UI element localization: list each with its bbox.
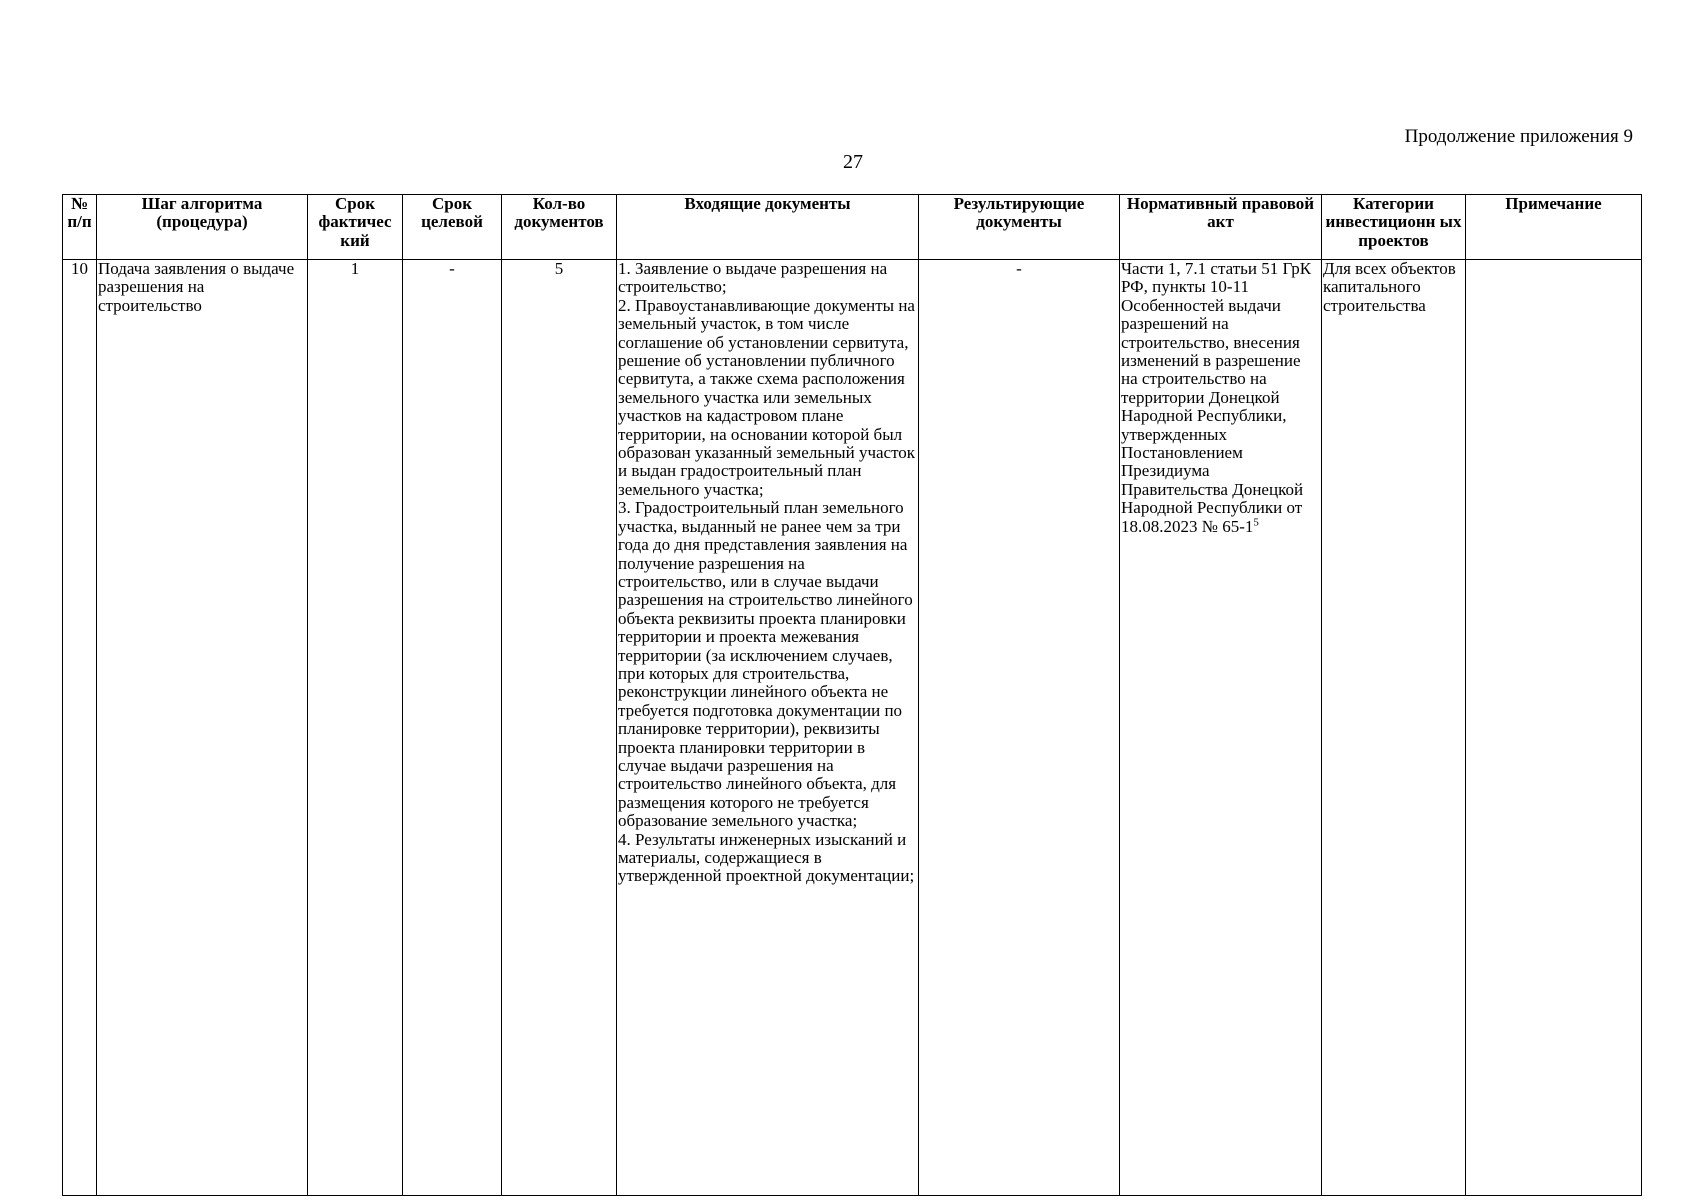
column-header-categories: Категории инвестиционн ых проектов: [1322, 195, 1466, 260]
column-header-note: Примечание: [1466, 195, 1642, 260]
cell-note: [1466, 260, 1642, 1196]
column-header-result-docs: Результирующие документы: [919, 195, 1120, 260]
cell-incoming-docs: [617, 260, 919, 1196]
cell-step: Подача заявления о выдаче разрешения на строительство: [97, 260, 308, 1196]
column-header-incoming-docs: Входящие документы: [617, 195, 919, 260]
cell-legal-act: [1120, 260, 1322, 1196]
incoming-doc-item: 2. Правоустанавливающие документы на земельный участок, в том числе соглашение об установлении сервитута, решение об установлении публичного сервитута, а также схема расположения земельного участка или земельных участков на кадастровом плане территории, на основании которой был образован указанный земельный участок и выдан градостроительный план земельного участка;: [618, 295, 916, 499]
incoming-doc-item: 3. Градостроительный план земельного участка, выданный не ранее чем за три года до дня представления заявления на получение разрешения на строительство, или в случае выдачи разрешения на строительство линейного объекта реквизиты проекта планировки территории и проекта межевания территории (за исключением случаев, при которых для строительства, реконструкции линейного объекта не требуется подготовка документации по планировке территории), реквизиты проекта планировки территории в случае выдачи разрешения на строительство линейного объекта, для размещения которого не требуется образование земельного участка;: [618, 498, 913, 831]
cell-categories: Для всех объектов капитального строительства: [1322, 260, 1466, 1196]
cell-doc-count: 5: [502, 260, 617, 1196]
column-header-number: № п/п: [63, 195, 97, 260]
column-header-term-target: Срок целевой: [403, 195, 502, 260]
legal-act-text: Части 1, 7.1 статьи 51 ГрК РФ, пункты 10-11 Особенностей выдачи разрешений на строительство, внесения изменений в разрешение на строительство на территории Донецкой Народной Республики, утвержденных Постановлением Президиума Правительства Донецкой Народной Республики от 18.08.2023 № 65-1: [1121, 259, 1312, 536]
incoming-doc-item: 4. Результаты инженерных изысканий и материалы, содержащиеся в утвержденной проектной документации;: [618, 829, 915, 886]
table-header-row: [63, 195, 1642, 260]
column-header-step: Шаг алгоритма (процедура): [97, 195, 308, 260]
column-header-doc-count: Кол-во документов: [502, 195, 617, 260]
footnote-marker: 5: [1253, 516, 1259, 529]
cell-result-docs: -: [919, 260, 1120, 1196]
continuation-label: Продолжение приложения 9: [1404, 126, 1633, 147]
procedure-table: [62, 194, 1642, 1196]
table-row: [63, 260, 1642, 1196]
incoming-doc-item: 1. Заявление о выдаче разрешения на строительство;: [618, 259, 888, 297]
column-header-legal-act: Нормативный правовой акт: [1120, 195, 1322, 260]
cell-number: 10: [63, 260, 97, 1196]
column-header-term-actual: Срок фактичес кий: [308, 195, 403, 260]
cell-term-target: -: [403, 260, 502, 1196]
cell-term-actual: 1: [308, 260, 403, 1196]
page-number: 27: [843, 151, 863, 173]
